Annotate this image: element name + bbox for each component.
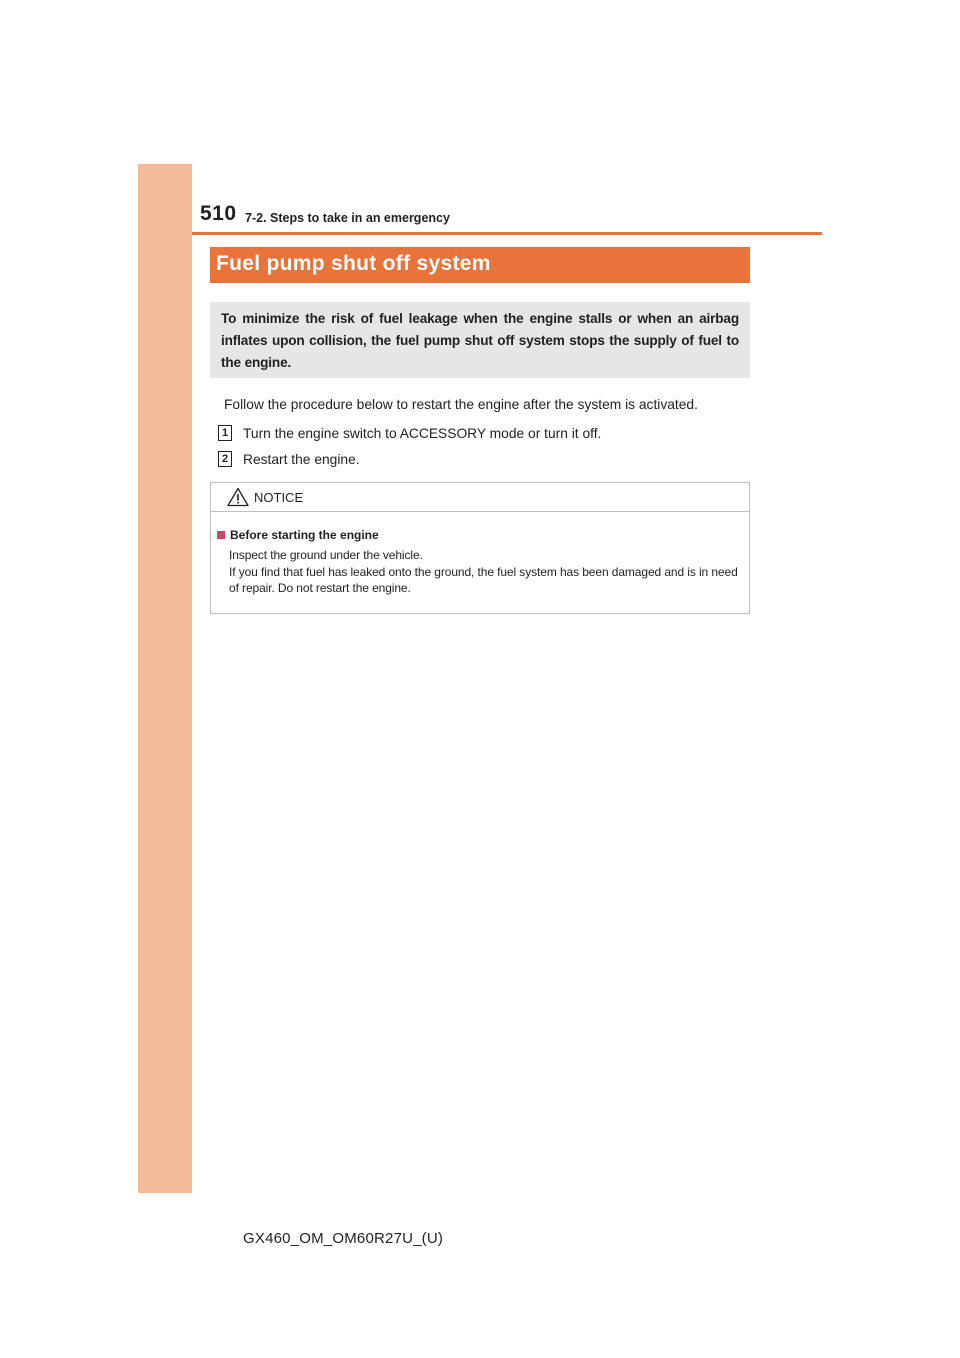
side-band [138, 164, 192, 1193]
body-paragraph: Follow the procedure below to restart the engine after the system is activated. [224, 397, 698, 412]
notice-body [229, 547, 743, 597]
step-text: Restart the engine. [243, 451, 360, 467]
heading-bar [210, 247, 750, 283]
header-rule [192, 232, 822, 235]
page-number: 510 [200, 202, 237, 225]
step-number: 1 [218, 425, 232, 441]
notice-line: If you find that fuel has leaked onto the ground, the fuel system has been damaged and is in need of repair. Do not restart the engine. [229, 564, 738, 595]
notice-header [211, 483, 749, 512]
footer-code: GX460_OM_OM60R27U_(U) [243, 1230, 444, 1247]
notice-item-title [217, 528, 379, 542]
warning-triangle-icon [227, 487, 249, 507]
step-2 [218, 450, 360, 468]
section-title: 7-2. Steps to take in an emergency [245, 211, 450, 225]
step-1 [218, 424, 601, 442]
heading-title: Fuel pump shut off system [216, 252, 491, 275]
notice-item-label: Before starting the engine [230, 528, 379, 542]
notice-title: NOTICE [254, 490, 304, 505]
intro-box [210, 302, 750, 378]
step-text: Turn the engine switch to ACCESSORY mode or turn it off. [243, 425, 602, 441]
notice-line: Inspect the ground under the vehicle. [229, 548, 423, 562]
notice-box [210, 482, 750, 614]
bullet-square-icon [217, 531, 225, 539]
intro-text: To minimize the risk of fuel leakage when the engine stalls or when an airbag inflates upon collision, the fuel pump shut off system stops the supply of fuel to the engine. [221, 311, 739, 370]
step-number: 2 [218, 451, 232, 467]
